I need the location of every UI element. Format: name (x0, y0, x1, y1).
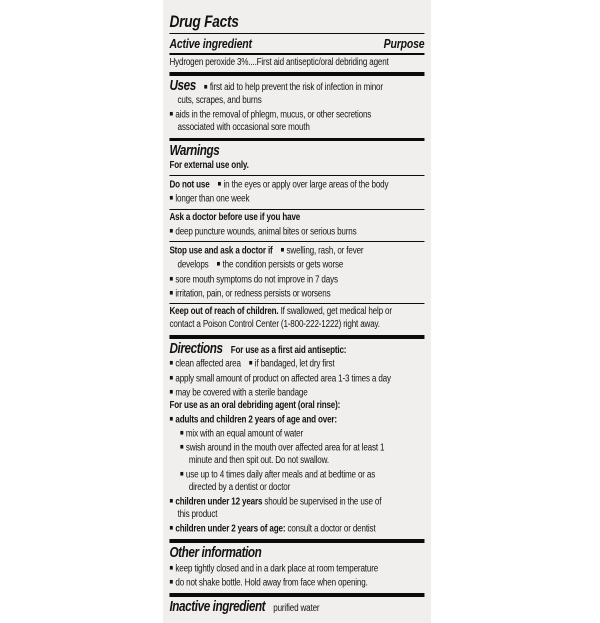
thin-divider (169, 303, 424, 304)
active-ingredient-header-row (169, 36, 424, 51)
bullet-icon: ■ (179, 442, 184, 452)
label-line (169, 178, 424, 192)
text-segment: associated with occasional sore mouth (177, 121, 310, 133)
text-segment: this product (177, 509, 218, 521)
label-line (169, 244, 424, 258)
label-line (169, 78, 424, 95)
label-line (169, 372, 424, 386)
thin-divider (169, 209, 424, 210)
label-line (169, 192, 424, 206)
drug-facts-title: Drug Facts (169, 12, 239, 31)
label-line (169, 400, 424, 413)
text-segment: consult a doctor or dentist (285, 523, 376, 535)
label-line (169, 562, 424, 576)
label-line (169, 468, 424, 482)
drug-facts-panel-content (163, 0, 431, 623)
label-line (169, 386, 424, 400)
bullet-icon: ■ (179, 427, 184, 437)
text-segment: children under 2 years of age: (175, 523, 286, 535)
purpose-heading: Purpose (383, 36, 425, 52)
text-segment: Other information (169, 544, 262, 561)
label-line (169, 273, 424, 287)
bullet-icon: ■ (169, 386, 173, 396)
text-segment: For external use only. (169, 160, 249, 172)
label-line (169, 455, 424, 468)
text-segment: Inactive ingredient (169, 598, 266, 615)
bullet-icon: ■ (169, 108, 173, 118)
bullet-icon: ■ (169, 576, 173, 586)
text-segment: develops (177, 259, 209, 271)
bullet-icon: ■ (169, 372, 173, 382)
bullet-icon: ■ (169, 273, 173, 283)
label-line (169, 341, 424, 358)
thick-divider (169, 593, 424, 597)
text-segment: children under 12 years (175, 496, 263, 508)
thick-divider (169, 72, 424, 76)
label-line (169, 599, 424, 616)
text-segment: adults and children 2 years of age and over: (175, 414, 337, 426)
label-line (169, 545, 424, 562)
text-segment: For use as a first aid antiseptic: (230, 344, 347, 356)
label-line (169, 509, 424, 522)
label-line (169, 95, 424, 108)
bullet-icon: ■ (169, 413, 173, 423)
text-segment: do not shake bottle. Hold away from face when opening. (175, 577, 368, 589)
bullet-icon: ■ (248, 358, 253, 368)
text-segment: cuts, scrapes, and burns (177, 94, 262, 106)
label-line (169, 57, 424, 70)
drug-facts-label (163, 0, 431, 623)
bullet-icon: ■ (203, 81, 208, 91)
text-segment: deep puncture wounds, animal bites or serious burns (175, 226, 357, 238)
label-line (169, 319, 424, 332)
label-line (169, 287, 424, 301)
label-line (169, 108, 424, 122)
text-segment: minute and then spit out. Do not swallow. (188, 455, 329, 467)
bullet-icon: ■ (169, 225, 173, 235)
text-segment: the condition persists or gets worse (222, 259, 344, 271)
text-segment: use up to 4 times daily after meals and at bedtime or as (185, 469, 376, 481)
text-segment: mix with an equal amount of water (185, 428, 304, 440)
label-line (169, 441, 424, 455)
bullet-icon: ■ (169, 193, 173, 203)
label-line (169, 143, 424, 160)
thin-divider (169, 175, 424, 176)
thin-divider (169, 241, 424, 242)
label-line (169, 576, 424, 590)
active-ingredient-heading: Active ingredient (169, 36, 252, 52)
label-line (169, 160, 424, 173)
text-segment: sore mouth symptoms do not improve in 7 days (175, 274, 338, 286)
text-segment: purified water (273, 602, 320, 614)
label-line (169, 258, 424, 272)
label-line (169, 522, 424, 536)
text-segment: irritation, pain, or redness persists or worsens (175, 288, 331, 300)
label-line (169, 495, 424, 509)
text-segment: Hydrogen peroxide 3%....First aid antiseptic/oral debriding agent (169, 56, 389, 68)
label-line (169, 306, 424, 319)
label-line (169, 482, 424, 495)
bullet-icon: ■ (169, 358, 173, 368)
thick-divider (169, 138, 424, 142)
label-line (169, 122, 424, 135)
text-segment: longer than one week (175, 193, 250, 205)
thin-divider (169, 33, 424, 34)
thick-divider (169, 335, 424, 339)
text-segment: Ask a doctor before use if you have (169, 211, 301, 223)
text-segment: contact a Poison Control Center (1-800-222-1222) right away. (169, 319, 380, 331)
bullet-icon: ■ (217, 179, 222, 189)
label-line (169, 413, 424, 427)
bullet-icon: ■ (169, 562, 173, 572)
text-segment: Uses (169, 78, 196, 95)
text-segment: swelling, rash, or fever (286, 245, 364, 257)
label-line (169, 357, 424, 371)
label-line (169, 225, 424, 239)
text-segment: If swallowed, get medical help or (278, 306, 392, 318)
bullet-icon: ■ (169, 287, 173, 297)
label-line (169, 212, 424, 225)
thin-divider (169, 53, 424, 54)
text-segment: aids in the removal of phlegm, mucus, or other secretions (175, 109, 372, 121)
text-segment: Stop use and ask a doctor if (169, 245, 273, 257)
text-segment: For use as an oral debriding agent (oral rinse): (169, 400, 341, 411)
text-segment: should be supervised in the use of (262, 496, 382, 508)
bullet-icon: ■ (280, 245, 285, 255)
text-segment: first aid to help prevent the risk of infection in minor (209, 82, 383, 94)
bullet-icon: ■ (179, 469, 184, 479)
text-segment: Directions (169, 340, 223, 357)
text-segment: in the eyes or apply over large areas of the body (223, 179, 389, 191)
text-segment: directed by a dentist or doctor (188, 482, 291, 494)
label-line (169, 427, 424, 441)
text-segment: keep tightly closed and in a dark place at room temperature (175, 563, 379, 575)
text-segment: Keep out of reach of children. (169, 306, 279, 318)
text-segment: Warnings (169, 143, 220, 160)
text-segment: if bandaged, let dry first (254, 358, 335, 370)
bullet-icon: ■ (216, 259, 221, 269)
text-segment: swish around in the mouth over affected area for at least 1 (185, 442, 385, 454)
text-segment: Do not use (169, 179, 210, 191)
bullet-icon: ■ (169, 522, 173, 532)
thick-divider (169, 539, 424, 543)
text-segment: may be covered with a sterile bandage (175, 387, 308, 399)
bullet-icon: ■ (169, 495, 173, 505)
text-segment: apply small amount of product on affected area 1-3 times a day (175, 373, 391, 385)
text-segment: clean affected area (175, 358, 241, 370)
